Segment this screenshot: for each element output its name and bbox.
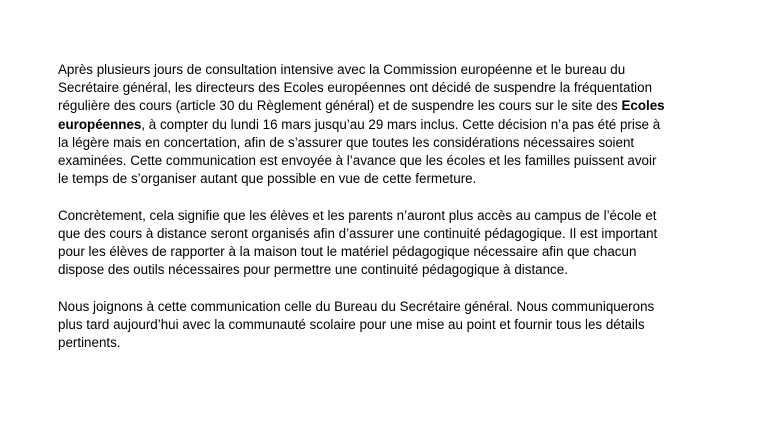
text-run: , à compter du lundi 16 mars jusqu’au 29 mars inclus. Cette décision n’a pas été prise à (141, 116, 661, 132)
bold-text-run: Ecoles (621, 98, 665, 114)
text-line (58, 152, 703, 170)
text-run: pertinents. (58, 335, 121, 351)
text-line (58, 225, 703, 243)
text-run: Après plusieurs jours de consultation intensive avec la Commission européenne et le bureau du (58, 62, 626, 77)
document-body (58, 61, 703, 370)
text-line (58, 116, 703, 134)
text-run: régulière des cours (article 30 du Règlement général) et de suspendre les cours sur le site des (58, 98, 622, 114)
text-run: examinées. Cette communication est envoyée à l’avance que les écoles et les familles puissent avoir (58, 153, 657, 169)
text-line (58, 316, 703, 334)
text-run: la légère mais en concertation, afin de s’assurer que toutes les considérations nécessaires soient (58, 134, 635, 150)
text-run: dispose des outils nécessaires pour permettre une continuité pédagogique à distance. (58, 262, 568, 278)
bold-text-run: européennes (58, 116, 142, 132)
text-run: le temps de s’organiser autant que possible en vue de cette fermeture. (58, 171, 477, 187)
text-run: que des cours à distance seront organisés afin d’assurer une continuité pédagogique. Il est important (58, 225, 658, 241)
text-line (58, 334, 703, 352)
text-line (58, 298, 703, 316)
paragraph (58, 207, 703, 280)
text-line (58, 261, 703, 279)
text-line (58, 170, 703, 188)
text-run: Concrètement, cela signifie que les élèves et les parents n’auront plus accès au campus de l’école et (58, 207, 657, 223)
text-run: pour les élèves de rapporter à la maison tout le matériel pédagogique nécessaire afin que chacun (58, 244, 637, 260)
text-line (58, 79, 703, 97)
text-run: plus tard aujourd’hui avec la communauté scolaire pour une mise au point et fournir tous les détails (58, 316, 645, 332)
text-run: Nous joignons à cette communication celle du Bureau du Secrétaire général. Nous communiquerons (58, 298, 655, 314)
text-line (58, 61, 703, 79)
text-line (58, 134, 703, 152)
paragraph (58, 298, 703, 353)
text-line (58, 207, 703, 225)
text-run: Secrétaire général, les directeurs des Ecoles européennes ont décidé de suspendre la fréquentation (58, 80, 653, 96)
text-line (58, 97, 703, 115)
text-line (58, 243, 703, 261)
paragraph (58, 61, 703, 188)
